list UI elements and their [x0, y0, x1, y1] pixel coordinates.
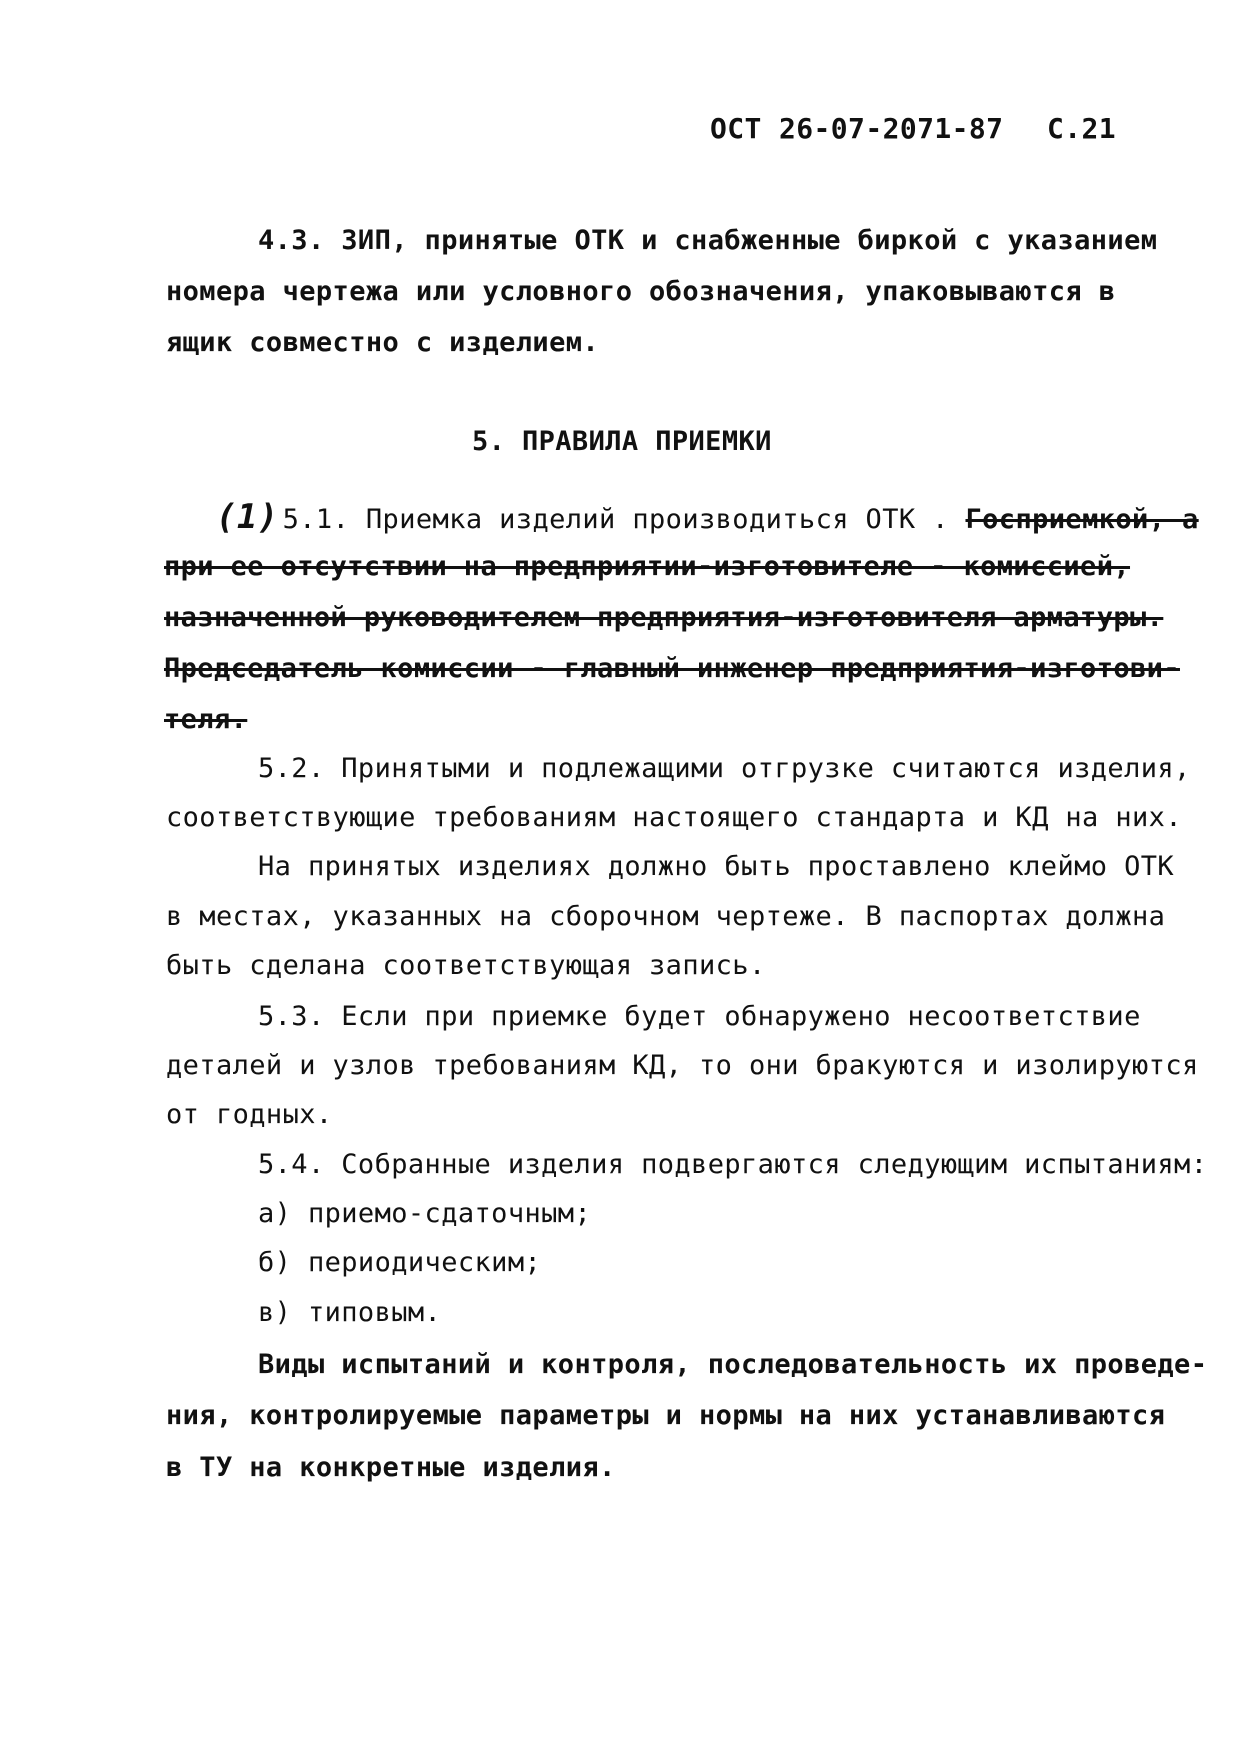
- struck-line-3: назначенной руководителем предприятия-изготовителя арматуры.: [164, 602, 1164, 633]
- paragraph-5-2-line-1: 5.2. Принятыми и подлежащими отгрузке считаются изделия,: [258, 753, 1191, 784]
- paragraph-5-3-line-2: деталей и узлов требованиям КД, то они бракуются и изолируются: [166, 1050, 1199, 1081]
- struck-text: Госприемкой, а: [965, 504, 1199, 535]
- list-item-c: в) типовым.: [258, 1297, 442, 1328]
- closing-line-1: Виды испытаний и контроля, последовательность их проведе-: [258, 1349, 1208, 1380]
- struck-line-2: при ее отсутствии на предприятии-изготовителе - комиссией,: [164, 551, 1131, 582]
- paragraph-5-2-line-2: соответствующие требованиям настоящего стандарта и КД на них.: [166, 802, 1182, 833]
- paragraph-5-2-line-3: На принятых изделиях должно быть проставлено клеймо ОТК: [258, 851, 1175, 882]
- page-number: С.21: [1047, 112, 1117, 145]
- paragraph-4-3-line-2: номера чертежа или условного обозначения, упаковываются в: [166, 276, 1116, 307]
- paragraph-5-2-line-5: быть сделана соответствующая запись.: [166, 950, 766, 981]
- paragraph-5-1-line-1: [216, 497, 1199, 537]
- revision-mark: (1): [216, 497, 279, 537]
- paragraph-4-3-line-1: 4.3. ЗИП, принятые ОТК и снабженные биркой с указанием: [258, 225, 1158, 256]
- list-item-b: б) периодическим;: [258, 1247, 542, 1278]
- paragraph-5-3-line-3: от годных.: [166, 1099, 333, 1130]
- closing-line-3: в ТУ на конкретные изделия.: [166, 1452, 616, 1483]
- document-code: ОСТ 26-07-2071-87: [710, 112, 1004, 145]
- paragraph-5-1-text: 5.1. Приемка изделий производиться ОТК .: [282, 504, 949, 535]
- list-item-a: а) приемо-сдаточным;: [258, 1198, 592, 1229]
- struck-line-5: теля.: [164, 704, 248, 735]
- struck-line-4: Председатель комиссии - главный инженер предприятия-изготови-: [164, 653, 1180, 684]
- paragraph-5-4-intro: 5.4. Собранные изделия подвергаются следующим испытаниям:: [258, 1149, 1208, 1180]
- section-title: 5. ПРАВИЛА ПРИЕМКИ: [472, 426, 772, 457]
- paragraph-5-2-line-4: в местах, указанных на сборочном чертеже. В паспортах должна: [166, 901, 1166, 932]
- paragraph-5-3-line-1: 5.3. Если при приемке будет обнаружено несоответствие: [258, 1001, 1141, 1032]
- closing-line-2: ния, контролируемые параметры и нормы на них устанавливаются: [166, 1400, 1166, 1431]
- paragraph-4-3-line-3: ящик совместно с изделием.: [166, 327, 600, 358]
